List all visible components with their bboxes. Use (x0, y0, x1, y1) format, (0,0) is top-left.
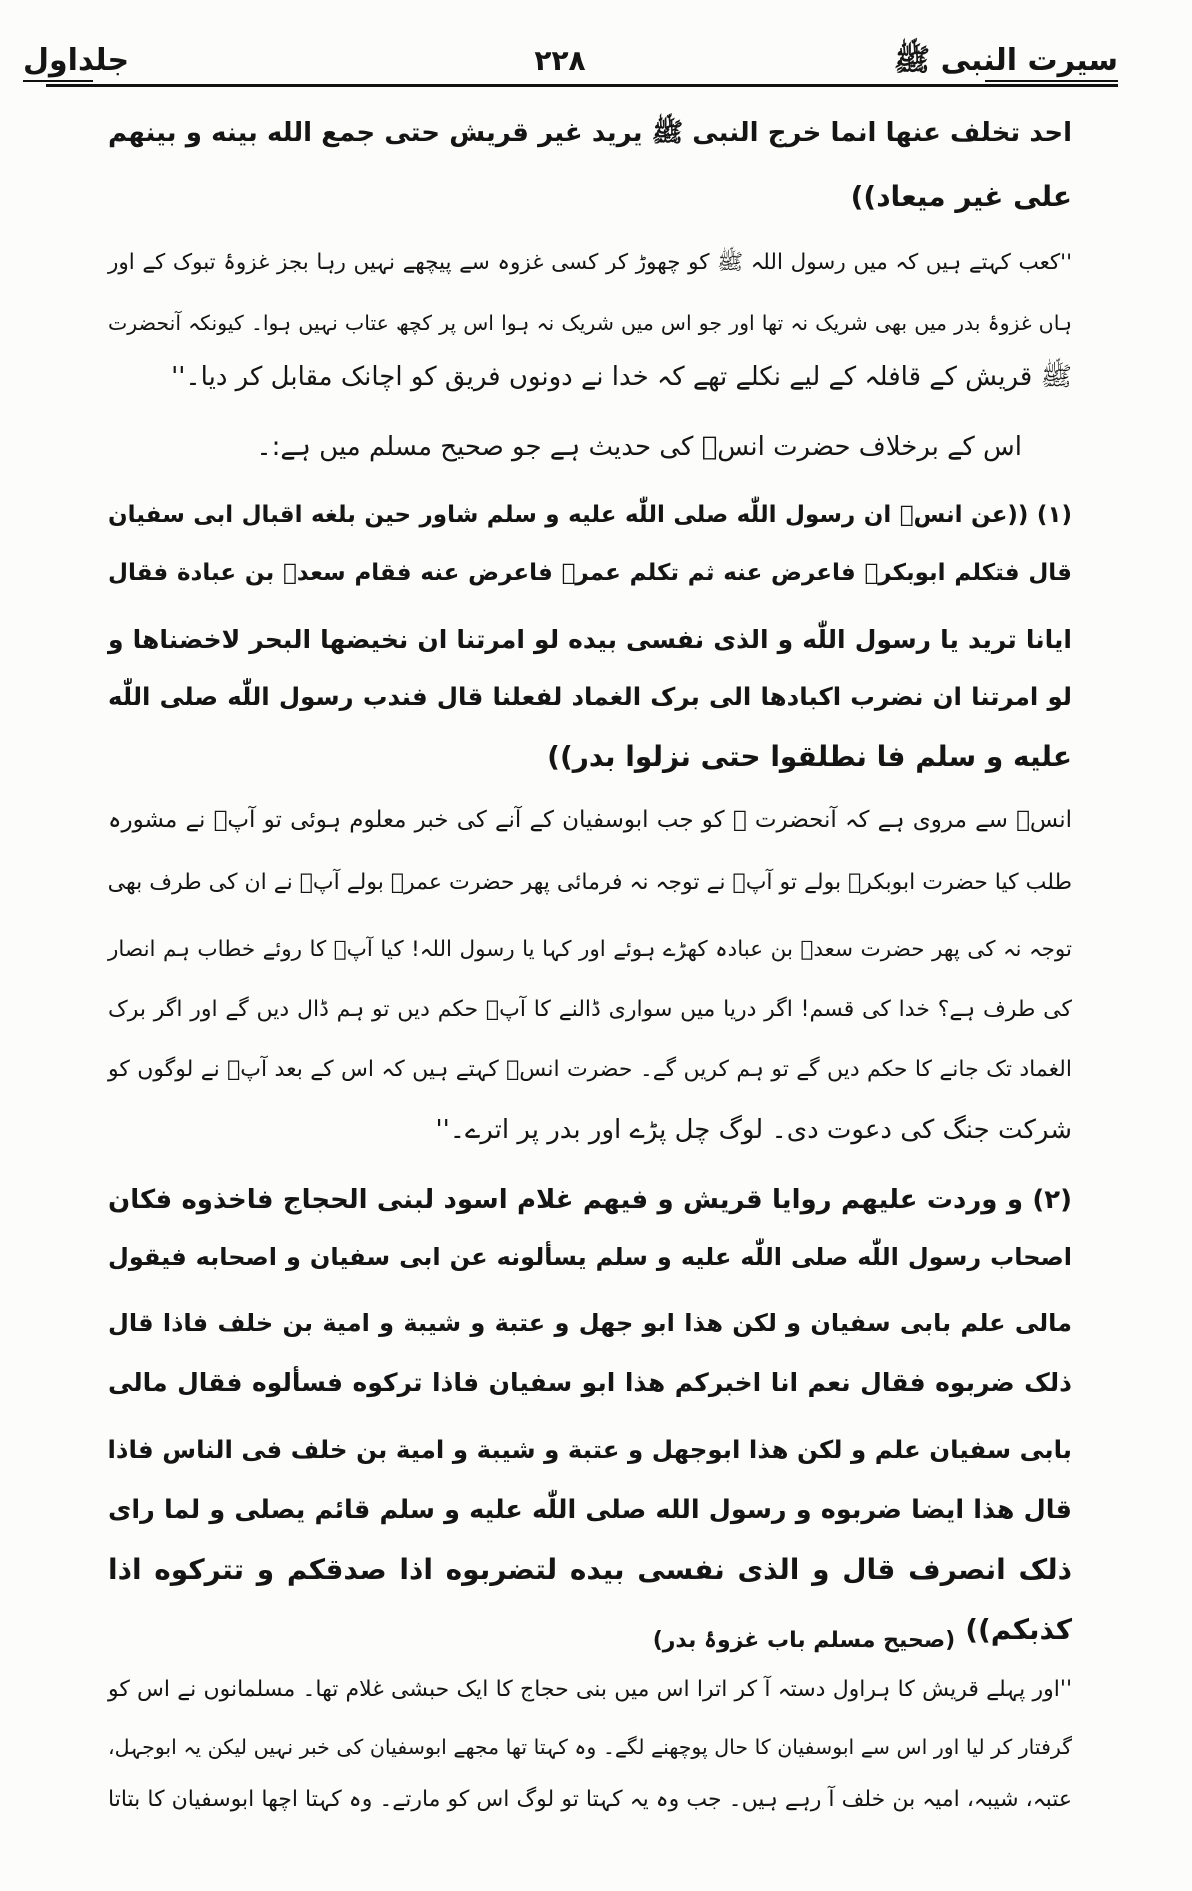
urdu-text-line: گرفتار کر لیا اور اس سے ابوسفیان کا حال پوچھنے لگے۔ وہ کہتا تھا مجھے ابوسفیان کی خبر نہیں لیکن یہ ابوجہل، (108, 1735, 1072, 1759)
arabic-text-line: اصحاب رسول اللّٰه صلی اللّٰه علیه و سلم یسألونه عن ابی سفیان و اصحابه فیقول (108, 1243, 1072, 1271)
arabic-text-line: علی غیر میعاد)) (850, 180, 1072, 213)
arabic-text-line: قال فتكلم ابوبكرؓ فاعرض عنه ثم تكلم عمرؓ فاعرض عنه فقام سعدؓ بن عبادة فقال (108, 560, 1072, 586)
urdu-text-line: الغماد تک جانے کا حکم دیں گے تو ہم کریں گے۔ حضرت انسؓ کہتے ہیں کہ اس کے بعد آپؐ نے لوگوں کو (108, 1057, 1072, 1082)
arabic-text-end: كذبكم)) (965, 1613, 1072, 1646)
urdu-text-line: توجہ نہ کی پھر حضرت سعدؓ بن عبادہ کھڑے ہوئے اور کہا یا رسول اللہ! کیا آپؐ کا روئے خطاب ہم انصار (108, 937, 1072, 962)
arabic-text-line: قال هذا ایضا ضربوه و رسول الله صلی اللّٰه علیه و سلم قائم یصلی و لما رای (108, 1495, 1072, 1525)
book-title: سیرت النبی ﷺ (893, 43, 1118, 78)
arabic-text-line: لو امرتنا ان نضرب اكبادها الی برک الغماد لفعلنا قال فندب رسول اللّٰه صلی اللّٰه (108, 682, 1072, 711)
urdu-text-line: شرکت جنگ کی دعوت دی۔ لوگ چل پڑے اور بدر پر اترے۔'' (435, 1115, 1072, 1145)
arabic-text-line: ذلک انصرف قال و الذی نفسی بیده لتضربوه اذا صدقكم و تتركوه اذا (108, 1553, 1072, 1586)
urdu-text-line: اس کے برخلاف حضرت انسؓ کی حدیث ہے جو صحیح مسلم میں ہے:۔ (256, 432, 1022, 462)
volume-underline (23, 80, 93, 82)
arabic-text-line: (۱) ((عن انسؓ ان رسول اللّٰه صلی اللّٰه علیه و سلم شاور حین بلغه اقبال ابی سفیان (108, 502, 1072, 528)
header-rule (46, 84, 1118, 87)
arabic-text-line: احد تخلف عنها انما خرج النبی ﷺ یرید غیر قریش حتی جمع الله بینه و بینهم (108, 118, 1072, 148)
urdu-text-line: عتبہ، شیبہ، امیہ بن خلف آ رہے ہیں۔ جب وہ یہ کہتا تو لوگ اس کو مارتے۔ وہ کہتا اچھا ابوسفیان کا بتاتا (108, 1787, 1072, 1812)
volume-label: جلداول (23, 43, 130, 78)
urdu-text-line: طلب کیا حضرت ابوبکرؓ بولے تو آپؐ نے توجہ نہ فرمائی پھر حضرت عمرؓ بولے آپؐ نے ان کی طرف بھی (107, 870, 1072, 895)
arabic-text-line: (۲) و وردت علیهم روایا قریش و فیهم غلام اسود لبنی الحجاج فاخذوه فكان (108, 1185, 1072, 1215)
title-underline (985, 80, 1118, 82)
page-number: ۲۲۸ (534, 44, 586, 77)
arabic-text-line: بابی سفیان علم و لكن هذا ابوجهل و عتبة و شیبة و امیة بن خلف فی الناس فاذا (107, 1435, 1072, 1464)
arabic-text-line: ایانا ترید یا رسول اللّٰه و الذی نفسی بیده لو امرتنا ان نخیضها البحر لاخضناها و (108, 625, 1072, 654)
urdu-text-line: ''اور پہلے قریش کا ہراول دستہ آ کر اترا اس میں بنی حجاج کا ایک حبشی غلام تھا۔ مسلمانوں نے اس کو (108, 1677, 1072, 1702)
urdu-text-line: ہاں غزوۂ بدر میں بھی شریک نہ تھا اور جو اس میں شریک نہ ہوا اس پر کچھ عتاب نہیں ہوا۔ کیونکہ آنحضرت (108, 311, 1072, 335)
arabic-text-line: علیه و سلم فا نطلقوا حتی نزلوا بدر)) (547, 740, 1072, 773)
urdu-text-line: ''کعب کہتے ہیں کہ میں رسول اللہ ﷺ کو چھوڑ کر کسی غزوہ سے پیچھے نہیں رہا بجز غزوۂ تبوک کے اور (108, 250, 1072, 275)
arabic-text-line: ذلک ضربوه فقال نعم انا اخبركم هذا ابو سفیان فاذا تركوه فسألوه فقال مالی (108, 1368, 1072, 1397)
arabic-text-line (108, 1604, 1072, 1656)
urdu-text-line: کی طرف ہے؟ خدا کی قسم! اگر دریا میں سواری ڈالنے کا آپؐ حکم دیں تو ہم ڈال دیں گے اور اگر برک (108, 997, 1072, 1022)
arabic-text-line: مالی علم بابی سفیان و لكن هذا ابو جهل و عتبة و شیبة و امیة بن خلف فاذا قال (108, 1309, 1072, 1337)
urdu-text-line: انسؓ سے مروی ہے کہ آنحضرت ﷺ کو جب ابوسفیان کے آنے کی خبر معلوم ہوئی تو آپؐ نے مشورہ (108, 807, 1072, 833)
urdu-text-line: ﷺ قریش کے قافلہ کے لیے نکلے تھے کہ خدا نے دونوں فریق کو اچانک مقابل کر دیا۔'' (171, 362, 1072, 392)
source-reference: (صحیح مسلم باب غزوۂ بدر) (652, 1628, 956, 1653)
